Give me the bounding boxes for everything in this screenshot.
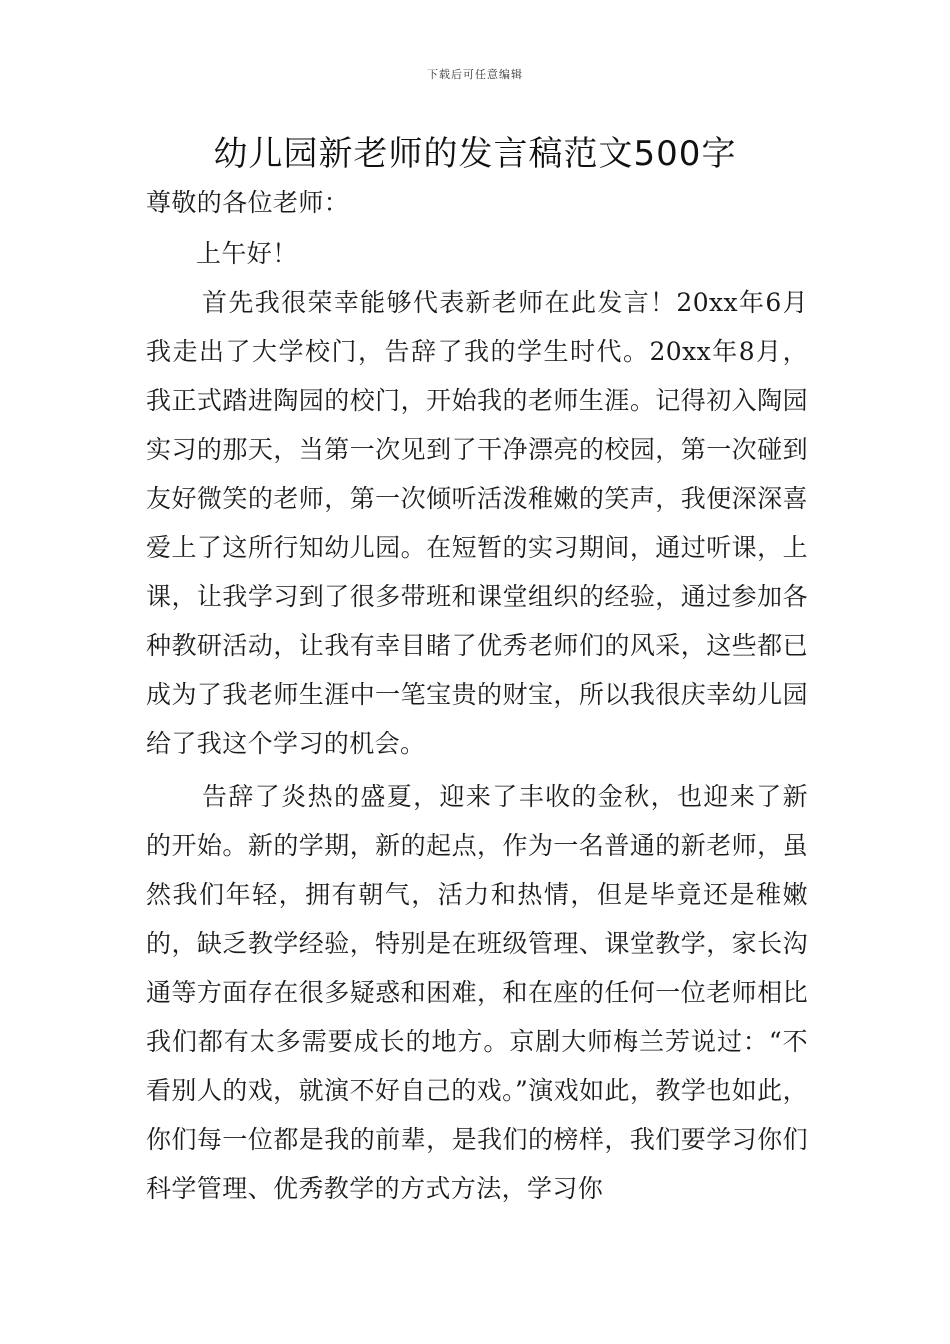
greeting: 上午好！: [196, 239, 298, 268]
paragraph: 首先我很荣幸能够代表新老师在此发言！20xx年6月我走出了大学校门，告辞了我的学生时代。20xx年8月，我正式踏进陶园的校门，开始我的老师生涯。记得初入陶园实习的那天，当第一次见到了干净漂亮的校园，第一次碰到友好微笑的老师，第一次倾听活泼稚嫩的笑声，我便深深喜爱上了这所行知幼儿园。在短暂的实习期间，通过听课，上课，让我学习到了很多带班和课堂组织的经验，通过参加各种教研活动，让我有幸目睹了优秀老师们的风采，这些都已成为了我老师生涯中一笔宝贵的财宝，所以我很庆幸幼儿园给了我这个学习的机会。: [146, 288, 808, 758]
salutation: 尊敬的各位老师：: [146, 188, 350, 217]
header-note: 下载后可任意编辑: [427, 68, 523, 81]
paragraph: 告辞了炎热的盛夏，迎来了丰收的金秋，也迎来了新的开始。新的学期，新的起点，作为一名普通的新老师，虽然我们年轻，拥有朝气，活力和热情，但是毕竟还是稚嫩的，缺乏教学经验，特别是在班级管理、课堂教学，家长沟通等方面存在很多疑惑和困难，和在座的任何一位老师相比我们都有太多需要成长的地方。京剧大师梅兰芳说过：“不看别人的戏，就演不好自己的戏。”演戏如此，教学也如此，你们每一位都是我的前辈，是我们的榜样，我们要学习你们科学管理、优秀教学的方式方法，学习你: [146, 782, 808, 1203]
page-title: 幼儿园新老师的发言稿范文500字: [213, 134, 737, 174]
